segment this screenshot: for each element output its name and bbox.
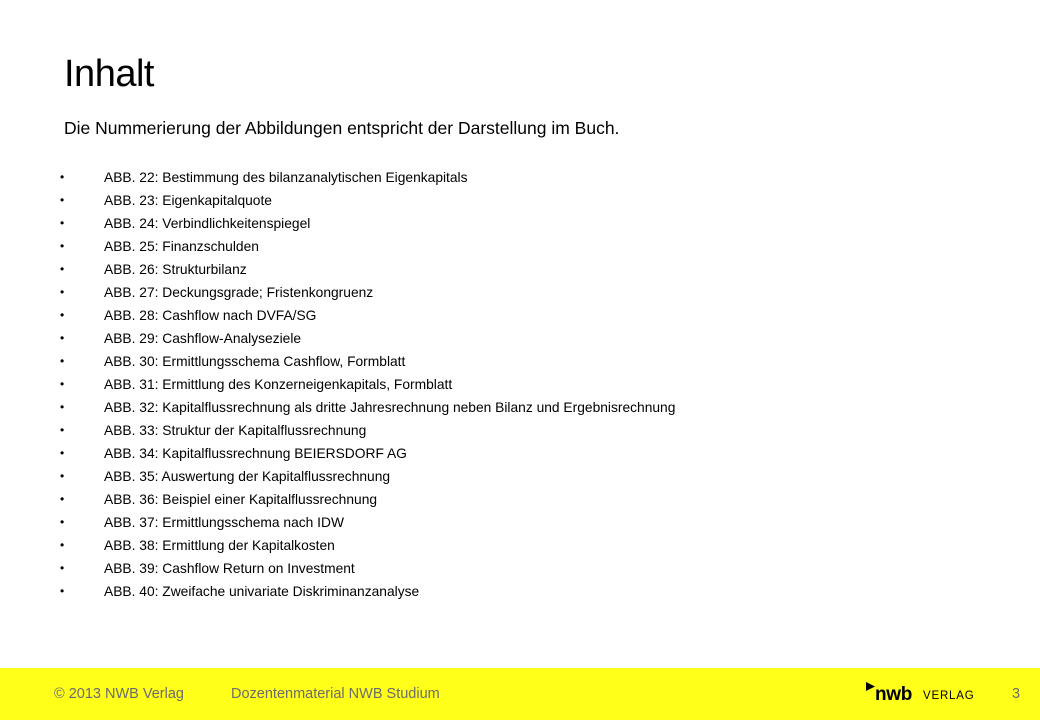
bullet-icon: • [60,515,65,529]
page-title: Inhalt [64,53,154,95]
list-item-text: ABB. 25: Finanzschulden [104,239,259,254]
list-item-text: ABB. 30: Ermittlungsschema Cashflow, Formblatt [104,354,406,369]
bullet-icon: • [60,170,65,184]
nwb-verlag-logo [866,682,978,706]
chevron-mark-icon [866,682,875,691]
list-item-text: ABB. 27: Deckungsgrade; Fristenkongruenz [104,285,374,300]
list-item-text: ABB. 32: Kapitalflussrechnung als dritte Jahresrechnung neben Bilanz und Ergebnisrechnung [104,400,676,415]
list-item-text: ABB. 34: Kapitalflussrechnung BEIERSDORF AG [104,446,407,461]
list-item-text: ABB. 23: Eigenkapitalquote [104,193,272,208]
list-item-text: ABB. 36: Beispiel einer Kapitalflussrechnung [104,492,378,507]
list-item-text: ABB. 24: Verbindlichkeitenspiegel [104,216,311,231]
bullet-icon: • [60,400,65,414]
list-item-text: ABB. 37: Ermittlungsschema nach IDW [104,515,345,530]
list-item-text: ABB. 29: Cashflow-Analyseziele [104,331,302,346]
bullet-icon: • [60,469,65,483]
footer-copyright: © 2013 NWB Verlag [54,686,184,702]
list-item-text: ABB. 35: Auswertung der Kapitalflussrechnung [104,469,391,484]
footer-bar [0,668,1040,720]
bullet-icon: • [60,423,65,437]
list-item-text: ABB. 28: Cashflow nach DVFA/SG [104,308,317,323]
footer-material-label: Dozentenmaterial NWB Studium [231,686,440,702]
bullet-icon: • [60,193,65,207]
bullet-icon: • [60,239,65,253]
list-item-text: ABB. 31: Ermittlung des Konzerneigenkapitals, Formblatt [104,377,453,392]
bullet-icon: • [60,331,65,345]
list-item-text: ABB. 39: Cashflow Return on Investment [104,561,355,576]
list-item-text: ABB. 40: Zweifache univariate Diskriminanzanalyse [104,584,420,599]
bullet-icon: • [60,262,65,276]
logo-brand: nwb [875,684,913,705]
bullet-icon: • [60,216,65,230]
list-item-text: ABB. 22: Bestimmung des bilanzanalytischen Eigenkapitals [104,170,468,185]
list-item-text: ABB. 26: Strukturbilanz [104,262,247,277]
page-number: 3 [1012,686,1021,702]
list-item-text: ABB. 38: Ermittlung der Kapitalkosten [104,538,335,553]
bullet-icon: • [60,377,65,391]
page-subtitle: Die Nummerierung der Abbildungen entspricht der Darstellung im Buch. [64,118,620,138]
logo-suffix: VERLAG [923,690,975,702]
bullet-icon: • [60,285,65,299]
bullet-icon: • [60,446,65,460]
list-item-text: ABB. 33: Struktur der Kapitalflussrechnung [104,423,367,438]
bullet-icon: • [60,584,65,598]
bullet-icon: • [60,561,65,575]
bullet-icon: • [60,492,65,506]
bullet-icon: • [60,538,65,552]
bullet-icon: • [60,308,65,322]
bullet-icon: • [60,354,65,368]
